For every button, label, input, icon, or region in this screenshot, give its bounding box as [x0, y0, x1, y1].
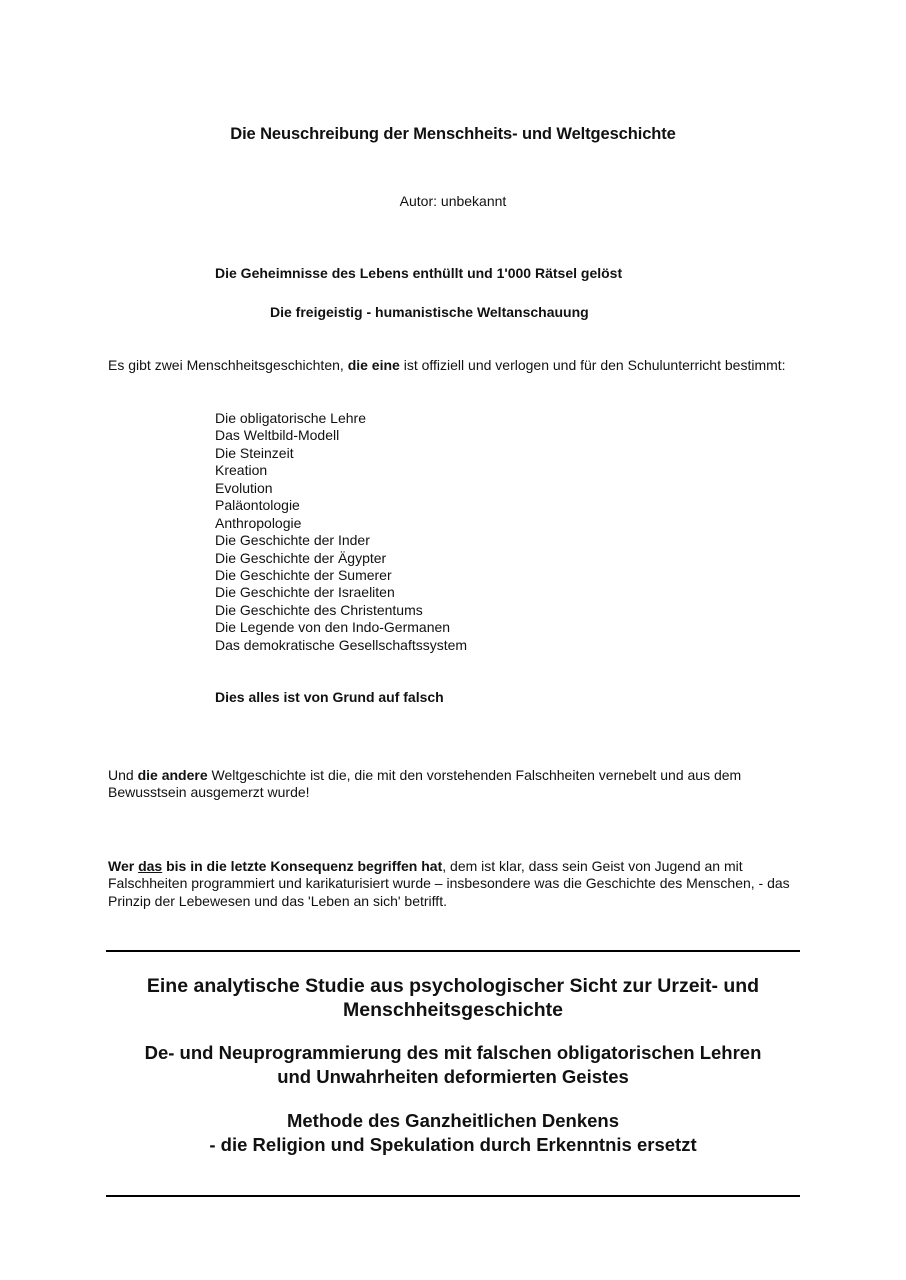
divider-bottom: [106, 1195, 800, 1197]
author-line: Autor: unbekannt: [399, 193, 507, 209]
list-item: Das Weltbild-Modell: [215, 427, 340, 444]
falsehood-list: [215, 410, 467, 654]
consequence-paragraph: [108, 858, 808, 910]
list-item: Die Geschichte der Israeliten: [215, 584, 395, 601]
other-bold: die andere: [137, 767, 208, 783]
divider-top: [106, 950, 800, 952]
other-text-end: Weltgeschichte ist die, die mit den vorstehenden Falschheiten vernebelt und aus dem Bewusstsein ausgemerzt wurde!: [108, 767, 742, 801]
intro-text-end: ist offiziell und verlogen und für den Schulunterricht bestimmt:: [399, 357, 786, 373]
heading-line: und Unwahrheiten deformierten Geistes: [277, 1065, 629, 1087]
other-text-start: Und: [108, 767, 138, 783]
list-item: Die obligatorische Lehre: [215, 410, 366, 426]
list-item: Die Geschichte der Ägypter: [215, 549, 387, 566]
document-title: Die Neuschreibung der Menschheits- und Weltgeschichte: [230, 125, 676, 143]
list-item: Die Geschichte des Christentums: [215, 601, 423, 618]
list-item: Die Legende von den Indo-Germanen: [215, 619, 451, 636]
subtitle-worldview: Die freigeistig - humanistische Weltanschauung: [270, 304, 589, 320]
heading-line: - die Religion und Spekulation durch Erkenntnis ersetzt: [209, 1133, 697, 1155]
intro-bold: die eine: [347, 357, 400, 373]
consequence-bold-end: bis in die letzte Konsequenz begriffen hat: [162, 858, 443, 874]
list-item: Die Geschichte der Inder: [215, 532, 370, 549]
heading-line: Eine analytische Studie aus psychologischer Sicht zur Urzeit- und: [146, 975, 760, 997]
consequence-bold-start: Wer: [108, 858, 139, 874]
heading-reprogramming: [106, 1041, 800, 1088]
list-item: Die Steinzeit: [215, 444, 294, 461]
intro-text-start: Es gibt zwei Menschheitsgeschichten,: [108, 357, 348, 373]
list-item: Kreation: [215, 462, 268, 479]
consequence-text: , dem ist klar, dass sein Geist von Jugend an mit Falschheiten programmiert und karikaturisiert wurde – insbesondere was die Geschichte des Menschen, - das Prinzip der Lebewesen und das 'Leben an sich' betrifft.: [108, 858, 790, 909]
heading-line: De- und Neuprogrammierung des mit falschen obligatorischen Lehren: [144, 1042, 762, 1063]
intro-paragraph: [108, 357, 808, 374]
heading-line: Methode des Ganzheitlichen Denkens: [286, 1110, 620, 1131]
heading-method: [106, 1109, 800, 1156]
heading-analytic-study: [106, 974, 800, 1022]
list-item: Anthropologie: [215, 514, 302, 531]
heading-line: Menschheitsgeschichte: [343, 999, 563, 1021]
list-item: Paläontologie: [215, 497, 300, 514]
conclusion-statement: Dies alles ist von Grund auf falsch: [215, 689, 444, 705]
other-history-paragraph: [108, 767, 808, 802]
consequence-underlined: das: [138, 858, 163, 874]
list-item: Die Geschichte der Sumerer: [215, 566, 392, 583]
subtitle-secrets: Die Geheimnisse des Lebens enthüllt und 1'000 Rätsel gelöst: [215, 265, 623, 281]
list-item: Das demokratische Gesellschaftssystem: [215, 636, 468, 653]
list-item: Evolution: [215, 479, 273, 496]
